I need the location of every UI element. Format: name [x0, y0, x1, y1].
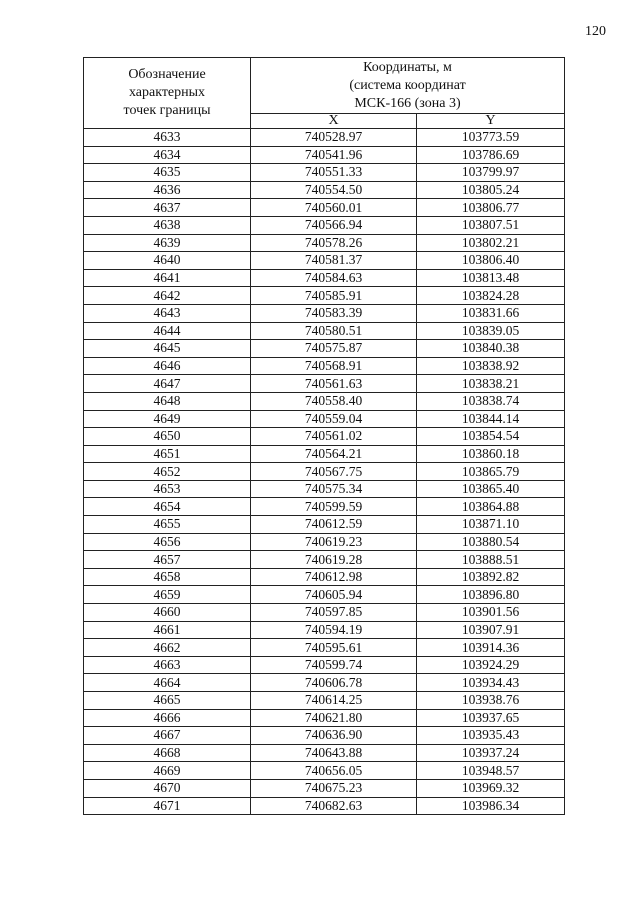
y-coordinate-cell: 103838.21 [417, 375, 565, 393]
x-coordinate-cell: 740567.75 [251, 463, 417, 481]
y-header: Y [417, 114, 565, 129]
point-id-cell: 4667 [84, 727, 251, 745]
y-coordinate-cell: 103805.24 [417, 181, 565, 199]
x-coordinate-cell: 740578.26 [251, 234, 417, 252]
x-coordinate-cell: 740599.74 [251, 656, 417, 674]
table-header-row [84, 58, 565, 114]
point-id-cell: 4671 [84, 797, 251, 815]
x-coordinate-cell: 740568.91 [251, 357, 417, 375]
y-coordinate-cell: 103937.24 [417, 744, 565, 762]
point-id-cell: 4645 [84, 340, 251, 358]
x-coordinate-cell: 740566.94 [251, 216, 417, 234]
point-id-cell: 4648 [84, 392, 251, 410]
table-row [84, 586, 565, 604]
table-body [84, 129, 565, 815]
x-coordinate-cell: 740621.80 [251, 709, 417, 727]
table-row [84, 129, 565, 147]
point-id-cell: 4636 [84, 181, 251, 199]
y-coordinate-cell: 103799.97 [417, 164, 565, 182]
x-coordinate-cell: 740597.85 [251, 604, 417, 622]
point-id-cell: 4652 [84, 463, 251, 481]
y-coordinate-cell: 103844.14 [417, 410, 565, 428]
page-number: 120 [585, 24, 606, 39]
table-row [84, 621, 565, 639]
y-coordinate-cell: 103896.80 [417, 586, 565, 604]
x-coordinate-cell: 740605.94 [251, 586, 417, 604]
y-coordinate-cell: 103786.69 [417, 146, 565, 164]
x-coordinate-cell: 740599.59 [251, 498, 417, 516]
point-id-cell: 4637 [84, 199, 251, 217]
table-row [84, 779, 565, 797]
x-coordinate-cell: 740583.39 [251, 304, 417, 322]
x-header: X [251, 114, 417, 129]
table-row [84, 445, 565, 463]
table-row [84, 181, 565, 199]
point-id-cell: 4635 [84, 164, 251, 182]
point-id-cell: 4656 [84, 533, 251, 551]
y-coordinate-cell: 103934.43 [417, 674, 565, 692]
y-coordinate-cell: 103871.10 [417, 516, 565, 534]
x-coordinate-cell: 740614.25 [251, 692, 417, 710]
point-id-cell: 4665 [84, 692, 251, 710]
x-coordinate-cell: 740682.63 [251, 797, 417, 815]
point-id-cell: 4640 [84, 252, 251, 270]
y-coordinate-cell: 103860.18 [417, 445, 565, 463]
table-row [84, 146, 565, 164]
x-coordinate-cell: 740594.19 [251, 621, 417, 639]
table-row [84, 727, 565, 745]
y-coordinate-cell: 103880.54 [417, 533, 565, 551]
table-row [84, 164, 565, 182]
table-row [84, 234, 565, 252]
table-row [84, 392, 565, 410]
point-id-cell: 4643 [84, 304, 251, 322]
point-id-cell: 4660 [84, 604, 251, 622]
point-id-cell: 4657 [84, 551, 251, 569]
x-coordinate-cell: 740581.37 [251, 252, 417, 270]
y-coordinate-cell: 103807.51 [417, 216, 565, 234]
point-id-cell: 4666 [84, 709, 251, 727]
y-coordinate-cell: 103838.74 [417, 392, 565, 410]
y-coordinate-cell: 103802.21 [417, 234, 565, 252]
y-coordinate-cell: 103986.34 [417, 797, 565, 815]
table-row [84, 410, 565, 428]
point-id-cell: 4662 [84, 639, 251, 657]
header-line: Обозначение [128, 67, 206, 82]
y-coordinate-cell: 103840.38 [417, 340, 565, 358]
y-coordinate-cell: 103831.66 [417, 304, 565, 322]
table-row [84, 322, 565, 340]
point-id-cell: 4653 [84, 480, 251, 498]
x-coordinate-cell: 740612.59 [251, 516, 417, 534]
table-row [84, 340, 565, 358]
x-coordinate-cell: 740575.87 [251, 340, 417, 358]
point-id-cell: 4669 [84, 762, 251, 780]
y-coordinate-cell: 103865.79 [417, 463, 565, 481]
x-coordinate-cell: 740575.34 [251, 480, 417, 498]
point-id-cell: 4633 [84, 129, 251, 147]
header-line: точек границы [123, 103, 211, 118]
table-row [84, 656, 565, 674]
x-coordinate-cell: 740656.05 [251, 762, 417, 780]
y-coordinate-cell: 103839.05 [417, 322, 565, 340]
table-row [84, 375, 565, 393]
point-id-cell: 4646 [84, 357, 251, 375]
x-coordinate-cell: 740564.21 [251, 445, 417, 463]
table-row [84, 304, 565, 322]
x-coordinate-cell: 740612.98 [251, 568, 417, 586]
x-coordinate-cell: 740619.23 [251, 533, 417, 551]
table-row [84, 287, 565, 305]
table-row [84, 674, 565, 692]
table-row [84, 762, 565, 780]
header-line: Координаты, м [363, 59, 452, 75]
y-coordinate-cell: 103824.28 [417, 287, 565, 305]
x-coordinate-cell: 740636.90 [251, 727, 417, 745]
point-id-cell: 4659 [84, 586, 251, 604]
point-id-cell: 4641 [84, 269, 251, 287]
y-coordinate-cell: 103938.76 [417, 692, 565, 710]
x-coordinate-cell: 740643.88 [251, 744, 417, 762]
x-coordinate-cell: 740561.02 [251, 428, 417, 446]
table-row [84, 744, 565, 762]
y-coordinate-cell: 103914.36 [417, 639, 565, 657]
table-row [84, 428, 565, 446]
y-coordinate-cell: 103888.51 [417, 551, 565, 569]
point-id-cell: 4664 [84, 674, 251, 692]
table-row [84, 480, 565, 498]
table-row [84, 692, 565, 710]
point-id-cell: 4639 [84, 234, 251, 252]
y-coordinate-cell: 103813.48 [417, 269, 565, 287]
x-coordinate-cell: 740595.61 [251, 639, 417, 657]
x-coordinate-cell: 740580.51 [251, 322, 417, 340]
point-id-cell: 4668 [84, 744, 251, 762]
x-coordinate-cell: 740585.91 [251, 287, 417, 305]
y-coordinate-cell: 103937.65 [417, 709, 565, 727]
y-coordinate-cell: 103838.92 [417, 357, 565, 375]
point-id-cell: 4647 [84, 375, 251, 393]
y-coordinate-cell: 103892.82 [417, 568, 565, 586]
point-id-cell: 4658 [84, 568, 251, 586]
coordinates-header [251, 58, 565, 114]
table-row [84, 216, 565, 234]
table-row [84, 357, 565, 375]
x-coordinate-cell: 740619.28 [251, 551, 417, 569]
table-row [84, 568, 565, 586]
point-designation-header [84, 58, 251, 129]
y-coordinate-cell: 103806.77 [417, 199, 565, 217]
table-row [84, 639, 565, 657]
x-coordinate-cell: 740559.04 [251, 410, 417, 428]
point-id-cell: 4663 [84, 656, 251, 674]
table-row [84, 797, 565, 815]
table-row [84, 551, 565, 569]
x-coordinate-cell: 740675.23 [251, 779, 417, 797]
y-coordinate-cell: 103969.32 [417, 779, 565, 797]
y-coordinate-cell: 103806.40 [417, 252, 565, 270]
x-coordinate-cell: 740558.40 [251, 392, 417, 410]
point-id-cell: 4651 [84, 445, 251, 463]
table-row [84, 199, 565, 217]
y-coordinate-cell: 103935.43 [417, 727, 565, 745]
x-coordinate-cell: 740554.50 [251, 181, 417, 199]
y-coordinate-cell: 103773.59 [417, 129, 565, 147]
point-id-cell: 4634 [84, 146, 251, 164]
point-id-cell: 4670 [84, 779, 251, 797]
table-row [84, 604, 565, 622]
point-id-cell: 4638 [84, 216, 251, 234]
header-line: (система координат [349, 77, 466, 93]
point-id-cell: 4654 [84, 498, 251, 516]
x-coordinate-cell: 740584.63 [251, 269, 417, 287]
table-row [84, 516, 565, 534]
y-coordinate-cell: 103854.54 [417, 428, 565, 446]
y-coordinate-cell: 103901.56 [417, 604, 565, 622]
point-id-cell: 4649 [84, 410, 251, 428]
x-coordinate-cell: 740606.78 [251, 674, 417, 692]
x-coordinate-cell: 740560.01 [251, 199, 417, 217]
x-coordinate-cell: 740541.96 [251, 146, 417, 164]
table-row [84, 269, 565, 287]
point-id-cell: 4650 [84, 428, 251, 446]
y-coordinate-cell: 103907.91 [417, 621, 565, 639]
y-coordinate-cell: 103948.57 [417, 762, 565, 780]
x-coordinate-cell: 740528.97 [251, 129, 417, 147]
table-row [84, 709, 565, 727]
table-row [84, 463, 565, 481]
table-row [84, 252, 565, 270]
point-id-cell: 4642 [84, 287, 251, 305]
point-id-cell: 4644 [84, 322, 251, 340]
x-coordinate-cell: 740561.63 [251, 375, 417, 393]
point-id-cell: 4661 [84, 621, 251, 639]
y-coordinate-cell: 103865.40 [417, 480, 565, 498]
y-coordinate-cell: 103924.29 [417, 656, 565, 674]
point-id-cell: 4655 [84, 516, 251, 534]
table-row [84, 498, 565, 516]
coordinates-table [83, 57, 565, 815]
table-row [84, 533, 565, 551]
x-coordinate-cell: 740551.33 [251, 164, 417, 182]
header-line: МСК-166 (зона 3) [354, 95, 461, 111]
header-line: характерных [128, 85, 206, 100]
y-coordinate-cell: 103864.88 [417, 498, 565, 516]
